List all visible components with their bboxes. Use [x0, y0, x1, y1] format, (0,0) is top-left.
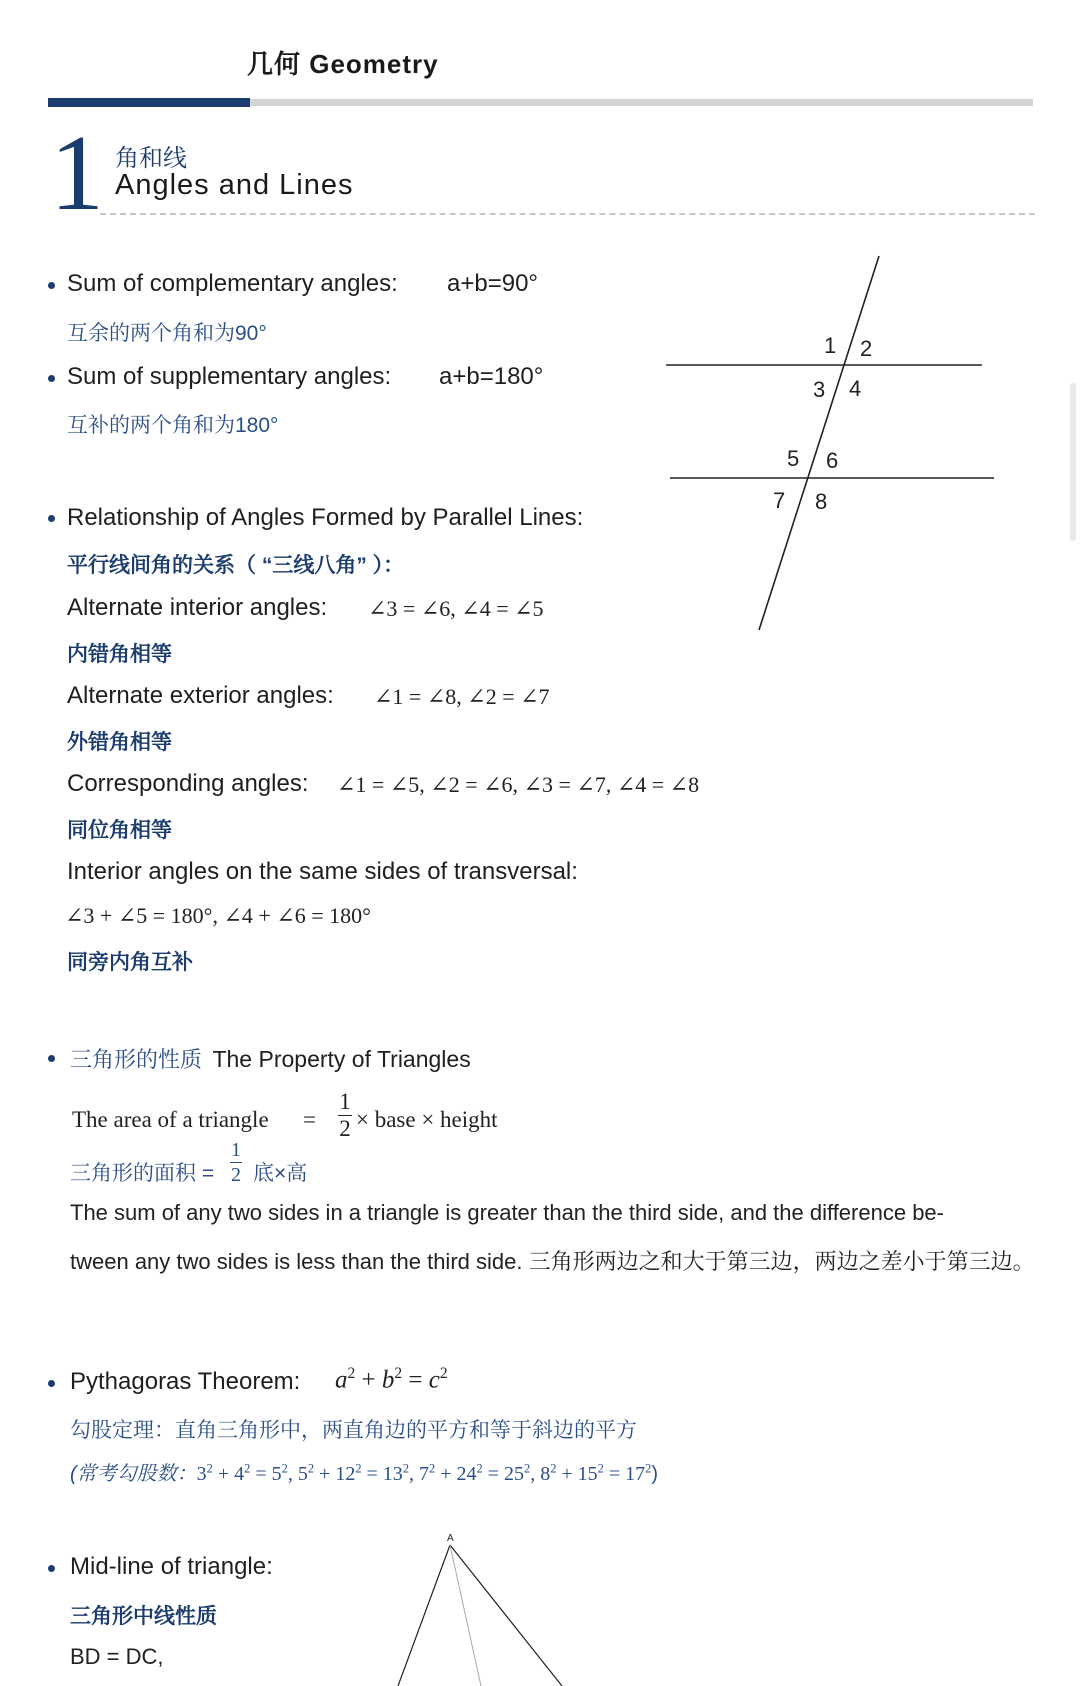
- triangles-heading: [70, 1043, 471, 1074]
- area-en-left: The area of a triangle: [72, 1107, 269, 1132]
- parallel-cn: 平行线间角的关系（ “三线八角” ）：: [67, 554, 405, 577]
- angle-label-2: 2: [860, 336, 873, 361]
- angle-label-8: 8: [815, 489, 828, 514]
- alt-interior-label: Alternate interior angles:: [67, 594, 328, 621]
- area-cn-left: 三角形的面积 =: [70, 1162, 215, 1185]
- pythagoras-label: Pythagoras Theorem:: [70, 1368, 301, 1395]
- fraction-denominator: 2: [339, 1116, 351, 1141]
- complementary-formula: a+b=90°: [447, 270, 539, 297]
- triangle-median-ad: [450, 1545, 481, 1686]
- area-cn-right: 底×高: [253, 1162, 308, 1185]
- triangles-title-en: The Property of Triangles: [212, 1046, 471, 1072]
- common-triples-label: (常考勾股数：: [70, 1463, 197, 1485]
- fraction-numerator: 1: [231, 1139, 241, 1161]
- triangle-side-ac: [450, 1545, 562, 1686]
- page-header-title: 几何 Geometry: [247, 49, 439, 79]
- angle-label-4: 4: [849, 376, 862, 401]
- area-en-right: × base × height: [356, 1107, 498, 1132]
- bullet-dot: [48, 1055, 55, 1062]
- alt-interior-formula: ∠3 = ∠6, ∠4 = ∠5: [368, 596, 544, 621]
- alt-exterior-cn: 外错角相等: [67, 731, 172, 754]
- area-fraction: [336, 1090, 354, 1141]
- corresponding-label: Corresponding angles:: [67, 770, 309, 797]
- alt-exterior-label: Alternate exterior angles:: [67, 682, 334, 709]
- header-accent-bar: [48, 98, 250, 107]
- area-cn-fraction: [228, 1139, 244, 1186]
- midline-text: BD = DC,: [70, 1644, 164, 1669]
- fraction-denominator: 2: [231, 1164, 241, 1186]
- same-side-cn: 同旁内角互补: [67, 951, 193, 974]
- angle-label-5: 5: [787, 446, 800, 471]
- complementary-cn: 互余的两个角和为90°: [67, 322, 267, 345]
- bullet-dot: [48, 515, 55, 522]
- section-title-en: Angles and Lines: [115, 169, 354, 201]
- vertex-label-a: A: [447, 1533, 454, 1544]
- transversal-line: [759, 256, 879, 630]
- section-title-cn: 角和线: [115, 145, 187, 172]
- alt-interior-cn: 内错角相等: [67, 643, 172, 666]
- pythagoras-common-triples: [70, 1457, 658, 1486]
- fraction-bar: [230, 1162, 242, 1163]
- corresponding-formula: ∠1 = ∠5, ∠2 = ∠6, ∠3 = ∠7, ∠4 = ∠8: [337, 772, 700, 797]
- bullet-dot: [48, 282, 55, 289]
- angle-label-6: 6: [826, 448, 839, 473]
- same-side-label: Interior angles on the same sides of transversal:: [67, 858, 578, 885]
- supplementary-label: Sum of supplementary angles:: [67, 363, 392, 390]
- corresponding-cn: 同位角相等: [67, 819, 172, 842]
- common-triples-close: ): [651, 1463, 659, 1485]
- angle-label-1: 1: [824, 333, 837, 358]
- parallel-lines-diagram: [660, 250, 1000, 640]
- section-dashed-rule: [100, 213, 1035, 215]
- parallel-title: Relationship of Angles Formed by Parallel Lines:: [67, 504, 584, 531]
- triangles-title-cn: 三角形的性质: [70, 1047, 203, 1072]
- bullet-dot: [48, 1380, 55, 1387]
- triangle-inequality-line2: tween any two sides is less than the third side. 三角形两边之和大于第三边，两边之差小于第三边。: [70, 1249, 1035, 1274]
- midline-cn: 三角形中线性质: [70, 1605, 217, 1628]
- alt-exterior-formula: ∠1 = ∠8, ∠2 = ∠7: [374, 684, 550, 709]
- fraction-numerator: 1: [339, 1089, 351, 1114]
- same-side-formula: ∠3 + ∠5 = 180°, ∠4 + ∠6 = 180°: [65, 903, 371, 928]
- angle-label-7: 7: [773, 488, 786, 513]
- bullet-dot: [48, 375, 55, 382]
- section-number: 1: [50, 114, 104, 233]
- supplementary-cn: 互补的两个角和为180°: [67, 414, 279, 437]
- midline-label: Mid-line of triangle:: [70, 1553, 273, 1580]
- common-triples-formula: $3^2 + 4^2 = 5^2$, $5^2 + 12^2 = 13^2$, $7^2 + 24^2 = 25^2$, $8^2 + 15^2 = 17^2$: [196, 1461, 652, 1485]
- triangle-side-ab: [398, 1545, 450, 1686]
- triangle-inequality-line1: The sum of any two sides in a triangle is greater than the third side, and the difference be-: [70, 1200, 944, 1225]
- area-equals: =: [303, 1107, 316, 1132]
- angle-label-3: 3: [813, 377, 826, 402]
- complementary-label: Sum of complementary angles:: [67, 270, 398, 297]
- pythagoras-cn: 勾股定理：直角三角形中，两直角边的平方和等于斜边的平方: [70, 1419, 637, 1442]
- pythagoras-formula: $a^2 + b^2 = c^2$: [335, 1365, 448, 1394]
- bullet-dot: [48, 1565, 55, 1572]
- supplementary-formula: a+b=180°: [439, 363, 544, 390]
- scrollbar-thumb[interactable]: [1070, 383, 1076, 541]
- triangle-midline-diagram: [380, 1525, 600, 1686]
